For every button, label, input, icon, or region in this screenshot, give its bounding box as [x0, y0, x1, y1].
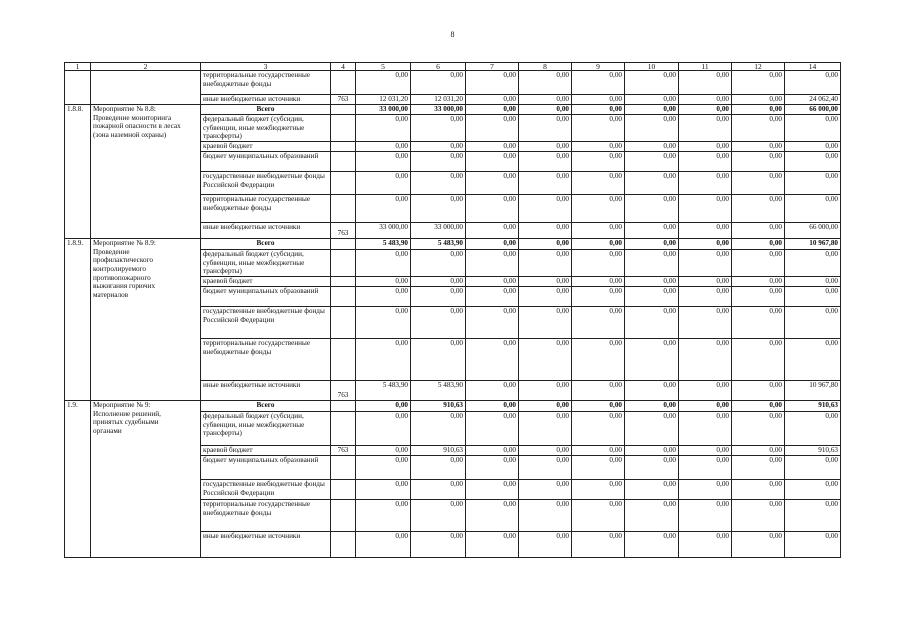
amount-cell: 0,00 [519, 380, 572, 400]
amount-cell: 0,00 [572, 239, 625, 250]
amount-cell: 0,00 [466, 286, 519, 306]
amount-cell: 0,00 [732, 499, 785, 531]
amount-cell: 0,00 [411, 455, 466, 479]
funding-source: территориальные государственные внебюджетные фонды [201, 499, 331, 531]
amount-cell: 0,00 [732, 286, 785, 306]
budget-code [331, 152, 356, 172]
amount-cell: 0,00 [572, 400, 625, 411]
amount-cell: 0,00 [785, 455, 841, 479]
funding-source: иные внебюджетные источники [201, 95, 331, 105]
amount-cell: 0,00 [785, 286, 841, 306]
measure-title [91, 400, 201, 557]
amount-cell: 0,00 [519, 223, 572, 239]
amount-cell: 0,00 [356, 531, 411, 557]
measure-title [91, 105, 201, 239]
amount-cell: 10 967,80 [785, 239, 841, 250]
budget-code [331, 306, 356, 338]
amount-cell: 0,00 [356, 276, 411, 286]
measure-title-line: выжигания горючих [93, 282, 156, 291]
amount-cell: 0,00 [732, 142, 785, 152]
amount-cell: 0,00 [519, 276, 572, 286]
amount-cell: 0,00 [785, 531, 841, 557]
amount-cell: 0,00 [356, 499, 411, 531]
amount-cell: 66 000,00 [785, 223, 841, 239]
amount-cell: 0,00 [411, 195, 466, 223]
amount-cell: 0,00 [519, 71, 572, 95]
amount-cell: 0,00 [411, 172, 466, 195]
amount-cell: 0,00 [785, 142, 841, 152]
amount-cell: 0,00 [572, 455, 625, 479]
amount-cell: 0,00 [625, 445, 679, 455]
amount-cell: 0,00 [356, 115, 411, 142]
amount-cell: 0,00 [466, 250, 519, 277]
amount-cell: 0,00 [625, 71, 679, 95]
funding-source: федеральный бюджет (субсидии, субвенции, иные межбюджетные трансферты) [201, 115, 331, 142]
amount-cell: 0,00 [625, 115, 679, 142]
amount-cell: 24 062,40 [785, 95, 841, 105]
amount-cell: 0,00 [572, 338, 625, 380]
amount-cell: 0,00 [732, 95, 785, 105]
amount-cell: 0,00 [785, 71, 841, 95]
funding-source: бюджет муниципальных образований [201, 152, 331, 172]
funding-source: бюджет муниципальных образований [201, 286, 331, 306]
amount-cell: 0,00 [519, 338, 572, 380]
amount-cell: 0,00 [785, 115, 841, 142]
amount-cell: 0,00 [625, 105, 679, 115]
amount-cell: 0,00 [679, 276, 732, 286]
funding-source: территориальные государственные внебюджетные фонды [201, 195, 331, 223]
funding-source: территориальные государственные внебюджетные фонды [201, 338, 331, 380]
table-row [65, 105, 841, 115]
amount-cell: 0,00 [625, 239, 679, 250]
amount-cell: 0,00 [732, 105, 785, 115]
column-header: 14 [785, 63, 841, 71]
measure-title-line: материалов [93, 290, 129, 299]
amount-cell: 0,00 [572, 286, 625, 306]
amount-cell: 0,00 [356, 250, 411, 277]
amount-cell: 0,00 [679, 411, 732, 445]
amount-cell: 5 483,90 [356, 380, 411, 400]
measure-title [91, 239, 201, 401]
budget-code [331, 499, 356, 531]
amount-cell: 0,00 [732, 455, 785, 479]
amount-cell: 0,00 [356, 142, 411, 152]
amount-cell: 0,00 [572, 250, 625, 277]
budget-code [331, 479, 356, 499]
amount-cell: 0,00 [572, 223, 625, 239]
amount-cell: 0,00 [519, 250, 572, 277]
amount-cell: 0,00 [411, 306, 466, 338]
amount-cell: 0,00 [572, 71, 625, 95]
amount-cell: 0,00 [519, 105, 572, 115]
column-header: 5 [356, 63, 411, 71]
amount-cell: 0,00 [356, 411, 411, 445]
amount-cell: 33 000,00 [356, 105, 411, 115]
amount-cell: 0,00 [572, 479, 625, 499]
amount-cell: 0,00 [732, 172, 785, 195]
amount-cell: 0,00 [732, 531, 785, 557]
amount-cell: 0,00 [625, 250, 679, 277]
amount-cell: 0,00 [466, 531, 519, 557]
amount-cell: 0,00 [519, 286, 572, 306]
amount-cell: 0,00 [356, 306, 411, 338]
amount-cell: 0,00 [679, 531, 732, 557]
amount-cell: 0,00 [732, 380, 785, 400]
amount-cell: 0,00 [356, 71, 411, 95]
amount-cell: 0,00 [411, 276, 466, 286]
amount-cell: 0,00 [732, 115, 785, 142]
amount-cell: 0,00 [572, 380, 625, 400]
amount-cell: 0,00 [625, 531, 679, 557]
amount-cell: 0,00 [679, 223, 732, 239]
amount-cell: 0,00 [732, 338, 785, 380]
amount-cell: 0,00 [679, 115, 732, 142]
column-header: 11 [679, 63, 732, 71]
header-row [65, 63, 841, 71]
amount-cell: 0,00 [785, 411, 841, 445]
amount-cell: 0,00 [572, 172, 625, 195]
budget-code [331, 239, 356, 250]
amount-cell: 0,00 [519, 411, 572, 445]
page-number: 8 [450, 30, 455, 39]
amount-cell: 0,00 [732, 250, 785, 277]
amount-cell: 0,00 [732, 71, 785, 95]
budget-code [331, 531, 356, 557]
budget-code [331, 115, 356, 142]
funding-source: Всего [201, 239, 331, 250]
amount-cell: 0,00 [466, 338, 519, 380]
amount-cell: 66 000,00 [785, 105, 841, 115]
budget-code [331, 276, 356, 286]
amount-cell: 0,00 [679, 250, 732, 277]
funding-source: государственные внебюджетные фонды Российской Федерации [201, 306, 331, 338]
amount-cell: 0,00 [785, 152, 841, 172]
amount-cell: 0,00 [356, 479, 411, 499]
amount-cell: 0,00 [625, 411, 679, 445]
budget-code [331, 411, 356, 445]
measure-title-line: Мероприятие № 8.8: [93, 105, 156, 113]
funding-source: иные внебюджетные источники [201, 223, 331, 239]
amount-cell: 0,00 [679, 479, 732, 499]
amount-cell: 0,00 [679, 152, 732, 172]
amount-cell: 0,00 [572, 531, 625, 557]
amount-cell: 0,00 [679, 105, 732, 115]
amount-cell: 0,00 [466, 152, 519, 172]
amount-cell: 0,00 [732, 400, 785, 411]
funding-source: федеральный бюджет (субсидии, субвенции, иные межбюджетные трансферты) [201, 411, 331, 445]
amount-cell: 0,00 [625, 172, 679, 195]
amount-cell: 0,00 [519, 306, 572, 338]
amount-cell: 0,00 [625, 400, 679, 411]
amount-cell: 0,00 [519, 115, 572, 142]
measure-title-line: Мероприятие № 9: [93, 400, 151, 409]
amount-cell: 0,00 [625, 338, 679, 380]
amount-cell: 0,00 [356, 195, 411, 223]
amount-cell: 0,00 [411, 115, 466, 142]
measure-title-line: Мероприятие № 8.9: [93, 239, 156, 247]
amount-cell: 0,00 [679, 455, 732, 479]
amount-cell: 910,63 [411, 445, 466, 455]
amount-cell: 0,00 [356, 152, 411, 172]
amount-cell: 0,00 [466, 445, 519, 455]
amount-cell: 0,00 [679, 239, 732, 250]
amount-cell: 0,00 [572, 95, 625, 105]
budget-table [64, 62, 841, 558]
column-header: 4 [331, 63, 356, 71]
budget-code [331, 71, 356, 95]
amount-cell: 0,00 [625, 286, 679, 306]
amount-cell: 0,00 [466, 142, 519, 152]
measure-title-line: принятых судебными [93, 418, 159, 427]
amount-cell: 0,00 [785, 276, 841, 286]
amount-cell: 0,00 [572, 115, 625, 142]
amount-cell: 0,00 [466, 400, 519, 411]
amount-cell: 33 000,00 [356, 223, 411, 239]
amount-cell: 0,00 [466, 172, 519, 195]
amount-cell: 0,00 [519, 152, 572, 172]
budget-code [331, 142, 356, 152]
amount-cell: 0,00 [466, 455, 519, 479]
amount-cell: 0,00 [625, 152, 679, 172]
amount-cell: 0,00 [679, 400, 732, 411]
funding-source: Всего [201, 105, 331, 115]
amount-cell: 0,00 [466, 223, 519, 239]
amount-cell: 0,00 [411, 71, 466, 95]
amount-cell: 0,00 [625, 499, 679, 531]
amount-cell: 0,00 [785, 499, 841, 531]
amount-cell: 0,00 [466, 479, 519, 499]
amount-cell: 0,00 [466, 276, 519, 286]
amount-cell: 910,63 [411, 400, 466, 411]
amount-cell: 0,00 [411, 338, 466, 380]
amount-cell: 0,00 [679, 445, 732, 455]
amount-cell: 0,00 [356, 445, 411, 455]
amount-cell: 0,00 [411, 479, 466, 499]
budget-code: 763 [331, 380, 356, 400]
amount-cell: 0,00 [572, 142, 625, 152]
amount-cell: 33 000,00 [411, 105, 466, 115]
amount-cell: 0,00 [356, 455, 411, 479]
amount-cell: 0,00 [519, 195, 572, 223]
amount-cell: 0,00 [466, 499, 519, 531]
amount-cell: 0,00 [625, 142, 679, 152]
column-header: 6 [411, 63, 466, 71]
amount-cell: 0,00 [625, 380, 679, 400]
amount-cell: 10 967,80 [785, 380, 841, 400]
amount-cell: 0,00 [679, 195, 732, 223]
amount-cell: 0,00 [679, 338, 732, 380]
funding-source: иные внебюджетные источники [201, 380, 331, 400]
measure-title-line: Проведение мониторинга [93, 113, 172, 122]
amount-cell: 0,00 [356, 338, 411, 380]
amount-cell: 0,00 [519, 479, 572, 499]
amount-cell: 0,00 [466, 195, 519, 223]
amount-cell: 0,00 [572, 306, 625, 338]
amount-cell: 0,00 [519, 95, 572, 105]
budget-code: 763 [331, 95, 356, 105]
amount-cell: 0,00 [466, 95, 519, 105]
amount-cell: 0,00 [519, 499, 572, 531]
amount-cell: 0,00 [519, 455, 572, 479]
amount-cell: 0,00 [466, 380, 519, 400]
amount-cell: 0,00 [785, 338, 841, 380]
measure-title-line: органами [93, 426, 122, 435]
measure-number: 1.8.8. [65, 105, 91, 239]
amount-cell: 0,00 [572, 276, 625, 286]
budget-code [331, 286, 356, 306]
measure-title-line: Проведение [93, 247, 130, 256]
funding-source: иные внебюджетные источники [201, 531, 331, 557]
column-header: 7 [466, 63, 519, 71]
amount-cell: 0,00 [466, 71, 519, 95]
measure-title [91, 71, 201, 105]
amount-cell: 0,00 [466, 115, 519, 142]
amount-cell: 0,00 [732, 239, 785, 250]
amount-cell: 0,00 [572, 499, 625, 531]
amount-cell: 0,00 [572, 195, 625, 223]
funding-source: федеральный бюджет (субсидии, субвенции, иные межбюджетные трансферты) [201, 250, 331, 277]
amount-cell: 0,00 [785, 250, 841, 277]
budget-code [331, 105, 356, 115]
amount-cell: 0,00 [572, 152, 625, 172]
funding-source: бюджет муниципальных образований [201, 455, 331, 479]
amount-cell: 0,00 [625, 306, 679, 338]
amount-cell: 0,00 [572, 105, 625, 115]
measure-title-line: противопожарного [93, 273, 151, 282]
amount-cell: 910,63 [785, 400, 841, 411]
column-header: 1 [65, 63, 91, 71]
column-header: 2 [91, 63, 201, 71]
budget-code [331, 400, 356, 411]
amount-cell: 0,00 [519, 239, 572, 250]
amount-cell: 33 000,00 [411, 223, 466, 239]
amount-cell: 0,00 [466, 105, 519, 115]
amount-cell: 0,00 [356, 400, 411, 411]
measure-title-line: профилактического [93, 256, 153, 265]
amount-cell: 0,00 [732, 306, 785, 338]
measure-title-line: контролируемого [93, 264, 147, 273]
amount-cell: 0,00 [411, 152, 466, 172]
amount-cell: 0,00 [679, 142, 732, 152]
amount-cell: 0,00 [732, 223, 785, 239]
amount-cell: 5 483,90 [411, 239, 466, 250]
amount-cell: 0,00 [732, 276, 785, 286]
funding-source: Всего [201, 400, 331, 411]
table-row [65, 239, 841, 250]
amount-cell: 0,00 [411, 286, 466, 306]
amount-cell: 0,00 [625, 276, 679, 286]
funding-source: краевой бюджет [201, 276, 331, 286]
amount-cell: 0,00 [625, 195, 679, 223]
amount-cell: 0,00 [625, 95, 679, 105]
column-header: 10 [625, 63, 679, 71]
funding-source: государственные внебюджетные фонды Российской Федерации [201, 172, 331, 195]
amount-cell: 0,00 [411, 142, 466, 152]
column-header: 3 [201, 63, 331, 71]
funding-source: краевой бюджет [201, 445, 331, 455]
amount-cell: 0,00 [785, 306, 841, 338]
amount-cell: 0,00 [732, 445, 785, 455]
column-header: 9 [572, 63, 625, 71]
amount-cell: 0,00 [519, 445, 572, 455]
amount-cell: 0,00 [625, 223, 679, 239]
amount-cell: 0,00 [679, 380, 732, 400]
amount-cell: 0,00 [466, 411, 519, 445]
funding-source: территориальные государственные внебюджетные фонды [201, 71, 331, 95]
column-header: 8 [519, 63, 572, 71]
table-row [65, 400, 841, 411]
amount-cell: 0,00 [572, 411, 625, 445]
amount-cell: 0,00 [411, 411, 466, 445]
budget-code [331, 172, 356, 195]
amount-cell: 0,00 [625, 479, 679, 499]
table-row [65, 71, 841, 95]
amount-cell: 0,00 [411, 250, 466, 277]
amount-cell: 0,00 [679, 71, 732, 95]
amount-cell: 0,00 [519, 400, 572, 411]
budget-code [331, 195, 356, 223]
amount-cell: 0,00 [519, 142, 572, 152]
amount-cell: 0,00 [732, 411, 785, 445]
budget-code [331, 250, 356, 277]
amount-cell: 0,00 [466, 306, 519, 338]
amount-cell: 0,00 [411, 531, 466, 557]
amount-cell: 0,00 [679, 286, 732, 306]
funding-source: краевой бюджет [201, 142, 331, 152]
amount-cell: 0,00 [732, 195, 785, 223]
measure-number: 1.8.9. [65, 239, 91, 401]
amount-cell: 0,00 [356, 286, 411, 306]
amount-cell: 0,00 [679, 499, 732, 531]
amount-cell: 0,00 [625, 455, 679, 479]
measure-title-line: пожарной опасности в лесах [93, 122, 181, 131]
amount-cell: 0,00 [356, 172, 411, 195]
measure-title-line: (зона наземной охраны) [93, 130, 167, 139]
amount-cell: 0,00 [679, 95, 732, 105]
amount-cell: 0,00 [732, 479, 785, 499]
budget-code [331, 338, 356, 380]
amount-cell: 12 031,20 [411, 95, 466, 105]
budget-code: 763 [331, 223, 356, 239]
amount-cell: 0,00 [466, 239, 519, 250]
amount-cell: 0,00 [679, 172, 732, 195]
budget-code [331, 455, 356, 479]
funding-source: государственные внебюджетные фонды Российской Федерации [201, 479, 331, 499]
amount-cell: 0,00 [732, 152, 785, 172]
amount-cell: 0,00 [785, 195, 841, 223]
amount-cell: 0,00 [411, 499, 466, 531]
amount-cell: 0,00 [519, 531, 572, 557]
amount-cell: 910,63 [785, 445, 841, 455]
amount-cell: 12 031,20 [356, 95, 411, 105]
amount-cell: 0,00 [572, 445, 625, 455]
amount-cell: 0,00 [785, 479, 841, 499]
measure-number [65, 71, 91, 105]
amount-cell: 0,00 [519, 172, 572, 195]
measure-number: 1.9. [65, 400, 91, 557]
budget-code: 763 [331, 445, 356, 455]
amount-cell: 5 483,90 [411, 380, 466, 400]
measure-title-line: Исполнение решений, [93, 409, 161, 418]
amount-cell: 0,00 [785, 172, 841, 195]
amount-cell: 0,00 [679, 306, 732, 338]
column-header: 12 [732, 63, 785, 71]
amount-cell: 5 483,90 [356, 239, 411, 250]
